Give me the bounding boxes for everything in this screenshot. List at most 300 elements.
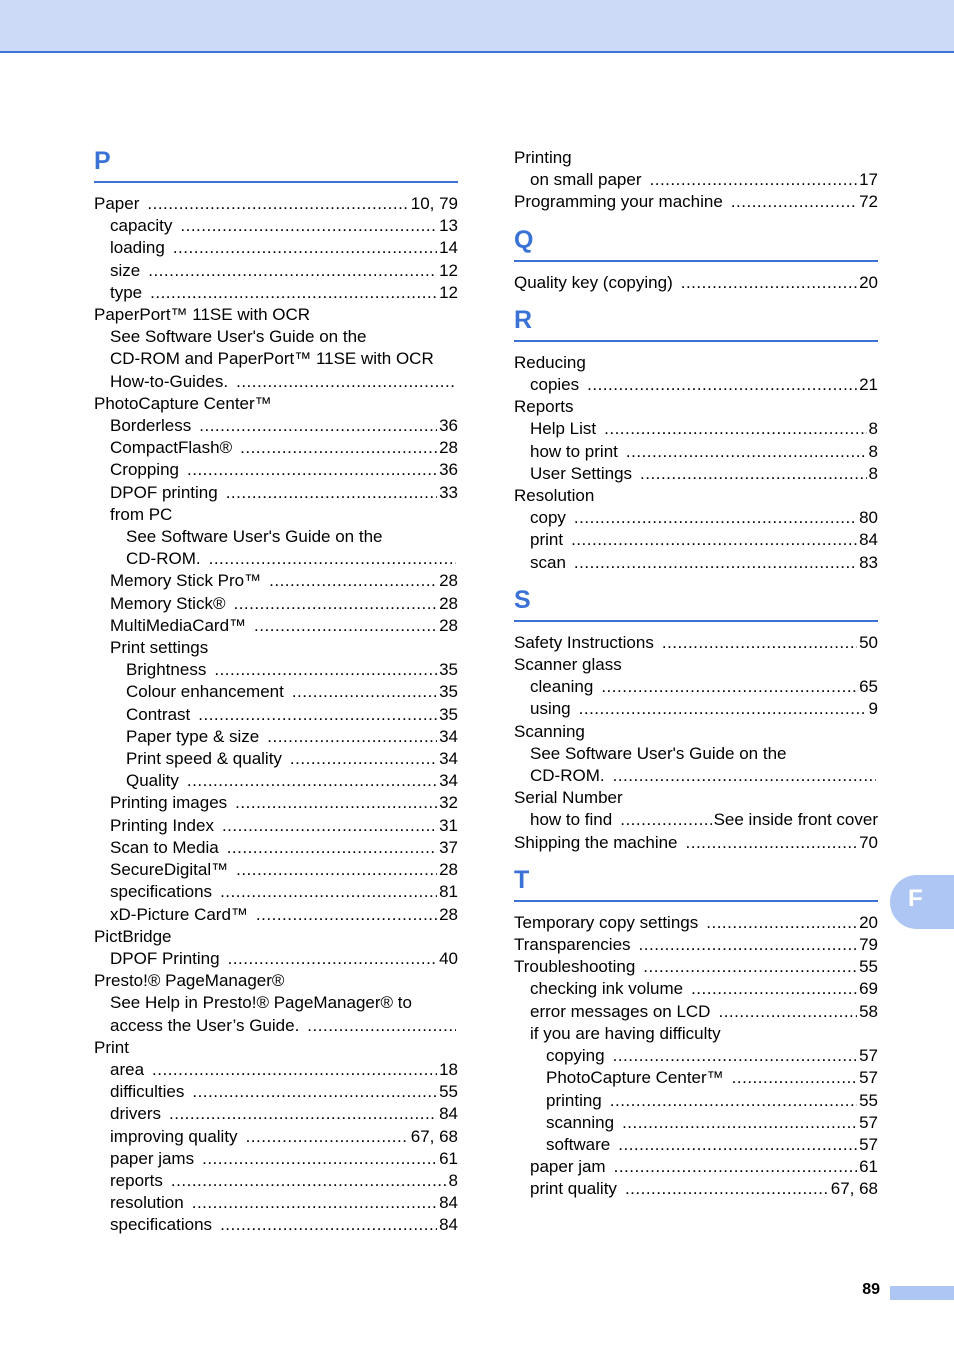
entry-label: Brightness <box>126 660 207 680</box>
dot-leader <box>226 482 437 504</box>
entry-label: software <box>546 1134 611 1154</box>
dot-leader <box>731 191 857 213</box>
dot-leader <box>254 615 437 637</box>
entry-page: 84 <box>859 530 878 550</box>
footer-bar <box>890 1286 954 1300</box>
entry-label: Cropping <box>110 460 179 480</box>
entry-page: 84 <box>439 1104 458 1124</box>
dot-leader <box>235 792 437 814</box>
index-entry <box>94 970 458 992</box>
index-entry <box>514 1023 878 1045</box>
entry-page: 55 <box>859 957 878 977</box>
entry-label: See Software User's Guide on the <box>110 327 367 347</box>
index-entry <box>514 418 878 440</box>
index-entry <box>514 1156 878 1178</box>
index-entry <box>514 507 878 529</box>
entry-label: Resolution <box>514 486 595 506</box>
entry-label: CD-ROM. <box>126 549 201 569</box>
entry-page: 37 <box>439 837 458 857</box>
entry-page: 17 <box>859 170 878 190</box>
entry-page: 8 <box>868 441 878 461</box>
entry-page: 57 <box>859 1112 878 1132</box>
entry-label: difficulties <box>110 1082 185 1102</box>
entry-label: using <box>530 699 571 719</box>
entry-page: See inside front cover <box>713 810 878 830</box>
entry-label: SecureDigital™ <box>110 860 229 880</box>
entry-page: 8 <box>868 463 878 483</box>
dot-leader <box>622 1112 857 1134</box>
section-letter: T <box>514 865 530 894</box>
entry-label: DPOF Printing <box>110 948 220 968</box>
entry-page: 20 <box>859 272 878 292</box>
index-entry <box>514 1067 878 1089</box>
dot-leader <box>574 552 857 574</box>
index-entry <box>94 326 458 348</box>
entry-page: 28 <box>439 571 458 591</box>
entry-page: 61 <box>859 1157 878 1177</box>
dot-leader <box>691 978 857 1000</box>
index-entry <box>94 748 458 770</box>
entry-page: 34 <box>439 771 458 791</box>
dot-leader <box>246 1126 409 1148</box>
dot-leader <box>147 193 408 215</box>
section-letter: P <box>94 147 111 175</box>
entry-page: 79 <box>859 935 878 955</box>
entry-page: 36 <box>439 460 458 480</box>
entry-page: 35 <box>439 704 458 724</box>
index-section <box>514 147 878 214</box>
entry-label: Help List <box>530 419 597 439</box>
index-entry <box>514 463 878 485</box>
index-entry <box>514 1112 878 1134</box>
dot-leader <box>214 659 437 681</box>
entry-page: 8 <box>868 419 878 439</box>
dot-leader <box>307 1015 456 1037</box>
index-entry <box>94 570 458 592</box>
entry-label: Paper <box>94 194 140 213</box>
entry-page: 84 <box>439 1215 458 1235</box>
entry-page: 84 <box>439 1193 458 1213</box>
entry-label: Temporary copy settings <box>514 912 699 932</box>
entry-label: User Settings <box>530 463 633 483</box>
index-entry <box>94 881 458 903</box>
entry-label: Shipping the machine <box>514 832 678 852</box>
section-letter: R <box>514 305 533 334</box>
entry-label: cleaning <box>530 677 594 697</box>
dot-leader <box>180 215 437 237</box>
entry-page: 58 <box>859 1001 878 1021</box>
dot-leader <box>187 459 437 481</box>
index-entry <box>94 371 458 393</box>
index-entry <box>94 526 458 548</box>
index-section <box>94 147 458 1237</box>
index-entry <box>94 1192 458 1214</box>
entry-label: how to find <box>530 810 613 830</box>
entry-page: 72 <box>859 192 878 212</box>
dot-leader <box>220 1214 437 1236</box>
entry-page: 28 <box>439 904 458 924</box>
entry-label: checking ink volume <box>530 979 684 999</box>
index-entry <box>514 1134 878 1156</box>
dot-leader <box>610 1090 857 1112</box>
index-section <box>514 226 878 294</box>
index-entry <box>94 1081 458 1103</box>
entry-page: 13 <box>439 216 458 236</box>
entry-label: CompactFlash® <box>110 438 233 458</box>
dot-leader <box>626 441 867 463</box>
entry-label: specifications <box>110 1215 213 1235</box>
entry-label: paper jams <box>110 1148 195 1168</box>
section-heading <box>514 306 878 342</box>
index-entry <box>94 659 458 681</box>
dot-leader <box>625 1178 829 1200</box>
entry-label: PhotoCapture Center™ <box>546 1068 724 1088</box>
entry-page: 70 <box>859 832 878 852</box>
index-entry <box>514 698 878 720</box>
entry-label: Borderless <box>110 416 192 436</box>
entry-label: access the User’s Guide. <box>110 1015 300 1035</box>
index-entry <box>94 1148 458 1170</box>
entry-page: 10, 79 <box>410 194 458 213</box>
dot-leader <box>192 1081 437 1103</box>
entry-label: area <box>110 1059 145 1079</box>
dot-leader <box>706 912 857 934</box>
entry-page: 55 <box>859 1090 878 1110</box>
index-entry <box>514 1090 878 1112</box>
entry-page: 69 <box>859 979 878 999</box>
entry-label: specifications <box>110 882 213 902</box>
dot-leader <box>240 437 437 459</box>
entry-label: Quality <box>126 771 179 791</box>
dot-leader <box>236 859 437 881</box>
entry-page: 28 <box>439 615 458 635</box>
index-entry <box>94 904 458 926</box>
entry-page: 83 <box>859 552 878 572</box>
index-entry <box>94 837 458 859</box>
dot-leader <box>199 415 437 437</box>
index-entry <box>94 704 458 726</box>
index-entry <box>514 396 878 418</box>
entry-page: 40 <box>439 948 458 968</box>
entry-page: 35 <box>439 660 458 680</box>
dot-leader <box>604 418 866 440</box>
index-entry <box>94 1103 458 1125</box>
index-entry <box>94 237 458 259</box>
entry-page: 32 <box>439 793 458 813</box>
dot-leader <box>187 770 437 792</box>
index-entry <box>94 393 458 415</box>
dot-leader <box>290 748 437 770</box>
dot-leader <box>579 698 867 720</box>
entry-page: 18 <box>439 1059 458 1079</box>
index-entry <box>94 1037 458 1059</box>
entry-label: Transparencies <box>514 935 631 955</box>
index-entry <box>94 859 458 881</box>
dot-leader <box>613 1045 857 1067</box>
entry-label: Memory Stick Pro™ <box>110 571 262 591</box>
entry-label: scanning <box>546 1112 615 1132</box>
index-entry <box>94 815 458 837</box>
index-entry <box>94 926 458 948</box>
entry-label: type <box>110 282 143 302</box>
index-entry <box>94 1170 458 1192</box>
dot-leader <box>173 237 437 259</box>
entry-page: 57 <box>859 1046 878 1066</box>
entry-page: 21 <box>859 375 878 395</box>
index-entry <box>94 282 458 304</box>
entry-label: Programming your machine <box>514 192 723 212</box>
entry-label: Presto!® PageManager® <box>94 971 285 991</box>
entry-label: PictBridge <box>94 926 172 946</box>
dot-leader <box>587 374 857 396</box>
section-heading <box>514 866 878 902</box>
index-section <box>514 306 878 574</box>
entry-label: copying <box>546 1046 605 1066</box>
chapter-tab <box>890 875 954 929</box>
section-heading <box>94 147 458 183</box>
index-entry <box>94 260 458 282</box>
entry-label: Reports <box>514 397 574 417</box>
dot-leader <box>571 529 857 551</box>
dot-leader <box>236 371 456 393</box>
index-entry <box>514 978 878 1000</box>
section-letter: Q <box>514 225 534 254</box>
dot-leader <box>650 169 858 191</box>
dot-leader <box>152 1059 437 1081</box>
dot-leader <box>732 1067 857 1089</box>
entry-label: MultiMediaCard™ <box>110 615 247 635</box>
entry-label: resolution <box>110 1193 184 1213</box>
dot-leader <box>662 632 857 654</box>
entry-page: 57 <box>859 1068 878 1088</box>
dot-leader <box>640 463 866 485</box>
index-entry <box>514 676 878 698</box>
index-entry <box>94 792 458 814</box>
entry-page: 35 <box>439 682 458 702</box>
dot-leader <box>643 956 857 978</box>
entry-label: See Software User's Guide on the <box>126 527 383 547</box>
entry-page: 28 <box>439 860 458 880</box>
dot-leader <box>292 681 437 703</box>
entry-page: 33 <box>439 482 458 502</box>
entry-label: Troubleshooting <box>514 957 636 977</box>
index-entry <box>514 147 878 169</box>
index-entry <box>94 770 458 792</box>
index-section <box>514 586 878 854</box>
entry-page: 55 <box>439 1082 458 1102</box>
dot-leader <box>171 1170 447 1192</box>
entry-label: Printing <box>514 148 572 167</box>
entry-page: 61 <box>439 1148 458 1168</box>
dot-leader <box>686 832 858 854</box>
entry-label: scan <box>530 552 566 572</box>
entry-page: 34 <box>439 749 458 769</box>
entry-page: 50 <box>859 632 878 652</box>
entry-label: Printing Index <box>110 815 214 835</box>
entry-label: from PC <box>110 504 173 524</box>
index-entry <box>514 765 878 787</box>
entry-page: 80 <box>859 508 878 528</box>
entry-label: See Help in Presto!® PageManager® to <box>110 993 412 1013</box>
dot-leader <box>614 1156 857 1178</box>
entry-label: PhotoCapture Center™ <box>94 393 272 413</box>
entry-label: loading <box>110 238 165 258</box>
dot-leader <box>574 507 857 529</box>
entry-label: capacity <box>110 216 173 236</box>
entry-label: copies <box>530 375 580 395</box>
index-entry <box>94 215 458 237</box>
entry-label: DPOF printing <box>110 482 218 502</box>
index-entry <box>514 912 878 934</box>
index-entry <box>514 272 878 294</box>
entry-label: reports <box>110 1170 163 1190</box>
index-entry <box>94 504 458 526</box>
entry-page: 28 <box>439 438 458 458</box>
index-entry <box>94 992 458 1014</box>
entry-label: Colour enhancement <box>126 682 284 702</box>
index-entry <box>514 552 878 574</box>
entry-label: Scanning <box>514 721 585 741</box>
entry-label: CD-ROM. <box>530 766 605 786</box>
entry-label: print <box>530 530 564 550</box>
entry-label: Paper type & size <box>126 726 260 746</box>
entry-page: 67, 68 <box>410 1126 458 1146</box>
index-entry <box>94 459 458 481</box>
entry-label: xD-Picture Card™ <box>110 904 248 924</box>
dot-leader <box>198 704 437 726</box>
entry-page: 28 <box>439 593 458 613</box>
index-entry <box>94 1059 458 1081</box>
index-entry <box>94 1214 458 1236</box>
entry-page: 12 <box>439 260 458 280</box>
entry-page: 57 <box>859 1134 878 1154</box>
index-entry <box>94 437 458 459</box>
index-entry <box>94 1015 458 1037</box>
dot-leader <box>222 815 437 837</box>
entry-label: print quality <box>530 1179 617 1199</box>
entry-label: Scan to Media <box>110 837 219 857</box>
entry-page: 14 <box>439 238 458 258</box>
dot-leader <box>267 726 437 748</box>
index-entry <box>514 1045 878 1067</box>
entry-label: Scanner glass <box>514 655 622 675</box>
entry-label: See Software User's Guide on the <box>530 743 787 763</box>
entry-label: Print settings <box>110 638 209 658</box>
entry-page: 67, 68 <box>830 1179 878 1199</box>
entry-label: printing <box>546 1090 602 1110</box>
dot-leader <box>601 676 857 698</box>
section-letter: S <box>514 585 531 614</box>
dot-leader <box>169 1103 437 1125</box>
dot-leader <box>148 260 437 282</box>
index-entry <box>94 193 458 215</box>
index-entry <box>94 304 458 326</box>
index-entry <box>94 348 458 370</box>
dot-leader <box>220 881 437 903</box>
entry-label: paper jam <box>530 1157 606 1177</box>
dot-leader <box>639 934 858 956</box>
entry-label: Serial Number <box>514 788 623 808</box>
entry-label: Reducing <box>514 352 586 372</box>
index-entry <box>514 374 878 396</box>
dot-leader <box>228 948 437 970</box>
index-entry <box>514 1178 878 1200</box>
dot-leader <box>233 593 437 615</box>
entry-label: Quality key (copying) <box>514 272 673 292</box>
entry-label: CD-ROM and PaperPort™ 11SE with OCR <box>110 349 434 369</box>
entry-label: PaperPort™ 11SE with OCR <box>94 305 311 325</box>
index-entry <box>514 529 878 551</box>
index-entry <box>94 681 458 703</box>
index-entry <box>514 934 878 956</box>
entry-label: How-to-Guides. <box>110 371 229 391</box>
dot-leader <box>256 904 437 926</box>
dot-leader <box>227 837 437 859</box>
index-entry <box>94 415 458 437</box>
entry-page: 81 <box>439 882 458 902</box>
entry-page: 36 <box>439 416 458 436</box>
index-section <box>514 866 878 1201</box>
index-entry <box>514 721 878 743</box>
entry-label: error messages on LCD <box>530 1001 711 1021</box>
index-entry <box>94 548 458 570</box>
entry-label: if you are having difficulty <box>530 1023 721 1043</box>
page-number: 89 <box>862 1281 880 1298</box>
entry-page: 20 <box>859 912 878 932</box>
dot-leader <box>269 570 437 592</box>
index-entry <box>514 441 878 463</box>
index-entry <box>94 948 458 970</box>
section-heading <box>514 586 878 622</box>
entry-label: drivers <box>110 1104 162 1124</box>
dot-leader <box>613 765 876 787</box>
index-entry <box>514 743 878 765</box>
index-entry <box>94 482 458 504</box>
index-entry <box>514 654 878 676</box>
entry-page: 65 <box>859 677 878 697</box>
entry-label: Safety Instructions <box>514 632 654 652</box>
index-entry <box>94 1126 458 1148</box>
index-entry <box>514 632 878 654</box>
entry-label: on small paper <box>530 170 642 190</box>
entry-label: copy <box>530 508 566 528</box>
dot-leader <box>620 809 711 831</box>
dot-leader <box>209 548 456 570</box>
index-entry <box>94 726 458 748</box>
chapter-tab-letter: F <box>908 885 923 912</box>
index-entry <box>514 352 878 374</box>
index-entry <box>94 593 458 615</box>
entry-label: Contrast <box>126 704 191 724</box>
index-entry <box>514 485 878 507</box>
dot-leader <box>718 1001 857 1023</box>
index-entry <box>514 787 878 809</box>
entry-page: 34 <box>439 726 458 746</box>
entry-label: Print <box>94 1037 129 1057</box>
index-entry <box>514 191 878 213</box>
header-band <box>0 0 954 53</box>
dot-leader <box>192 1192 437 1214</box>
entry-label: Print speed & quality <box>126 749 282 769</box>
index-entry <box>514 832 878 854</box>
section-heading <box>514 226 878 262</box>
entry-page: 8 <box>448 1170 458 1190</box>
entry-page: 9 <box>868 699 878 719</box>
entry-label: size <box>110 260 141 280</box>
index-entry <box>94 615 458 637</box>
entry-page: 31 <box>439 815 458 835</box>
index-entry <box>514 809 878 831</box>
